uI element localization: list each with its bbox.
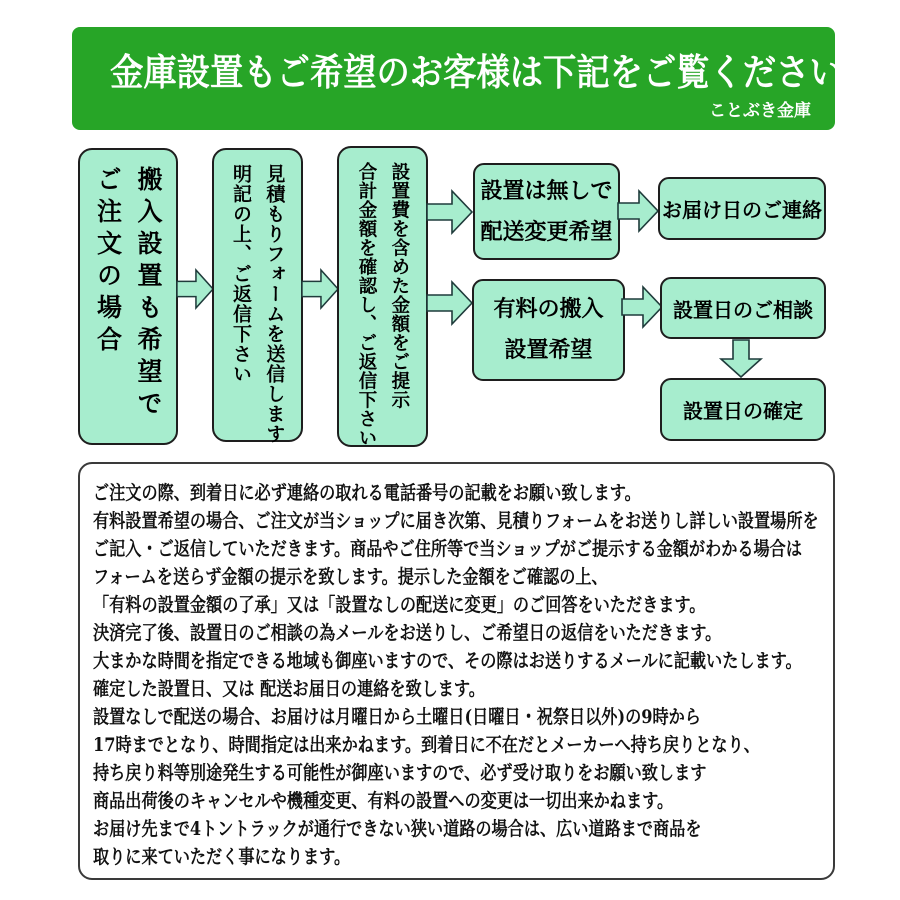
note-line: 商品出荷後のキャンセルや機種変更、有料の設置への変更は一切出来かねます。 (93, 790, 674, 812)
header-banner (72, 27, 843, 130)
notes-box (78, 462, 835, 880)
box-install-consult: 設置日のご相談 (660, 277, 826, 339)
branch-box-paid-install: 有料の搬入 設置希望 (472, 279, 625, 381)
note-line: 決済完了後、設置日のご相談の為メールをお送りし、ご希望日の返信をいただきます。 (93, 622, 722, 644)
note-line: 有料設置希望の場合、ご注文が当ショップに届き次第、見積りフォームをお送りし詳しい設置場所を (93, 510, 819, 532)
arrow-step1-icon (176, 266, 214, 312)
arrow-to-delivery-icon (617, 188, 659, 234)
note-line: ご注文の際、到着日に必ず連絡の取れる電話番号の記載をお願い致します。 (93, 482, 641, 504)
brand-label: ことぶき金庫 (709, 101, 811, 121)
note-line: 確定した設置日、又は 配送お届日の連絡を致します。 (93, 678, 485, 700)
step-box-form-text: 見積もりフォームを送信します 明記の上、ご返信下さい (230, 164, 286, 444)
arrow-branch-top-icon (426, 188, 474, 236)
note-line: フォームを送らず金額の提示を致します。提示した金額をご確認の上、 (93, 566, 608, 588)
note-line: 持ち戻り料等別途発生する可能性が御座いますので、必ず受け取りをお願い致します (93, 762, 707, 784)
step-box-quote-text: 設置費を含めた金額をご提示 合計金額を確認し、ご返信下さい (356, 162, 410, 447)
step-box-form (212, 148, 303, 442)
step-box-order (78, 148, 178, 445)
note-line: 17時までとなり、時間指定は出来かねます。到着日に不在だとメーカーへ持ち戻りとなり、 (93, 734, 760, 756)
step-box-order-text: 搬入設置も希望で ご注文の場合 (93, 166, 163, 422)
arrow-to-consult-icon (621, 284, 663, 330)
step-box-quote (337, 146, 428, 447)
arrow-down-icon (718, 339, 764, 378)
page-title: 金庫設置もご希望のお客様は下記をご覧ください (110, 50, 843, 94)
note-line: 「有料の設置金額の了承」又は「設置なしの配送に変更」のご回答をいただきます。 (93, 594, 706, 616)
note-line: 取りに来ていただく事になります。 (93, 846, 351, 868)
note-line: ご記入・ご返信していただきます。商品やご住所等で当ショップがご提示する金額がわかる場合は (93, 538, 802, 560)
arrow-step2-icon (301, 266, 339, 312)
note-line: 設置なしで配送の場合、お届けは月曜日から土曜日(日曜日・祝祭日以外)の9時から (93, 706, 701, 728)
note-line: お届け先まで4トントラックが通行できない狭い道路の場合は、広い道路まで商品を (93, 818, 702, 840)
box-delivery-contact: お届け日のご連絡 (658, 177, 826, 240)
branch-box-no-install: 設置は無しで 配送変更希望 (473, 163, 620, 260)
box-install-confirm: 設置日の確定 (660, 378, 826, 441)
arrow-branch-bottom-icon (426, 279, 474, 327)
note-line: 大まかな時間を指定できる地域も御座いますので、その際はお送りするメールに記載いたします。 (93, 650, 802, 672)
